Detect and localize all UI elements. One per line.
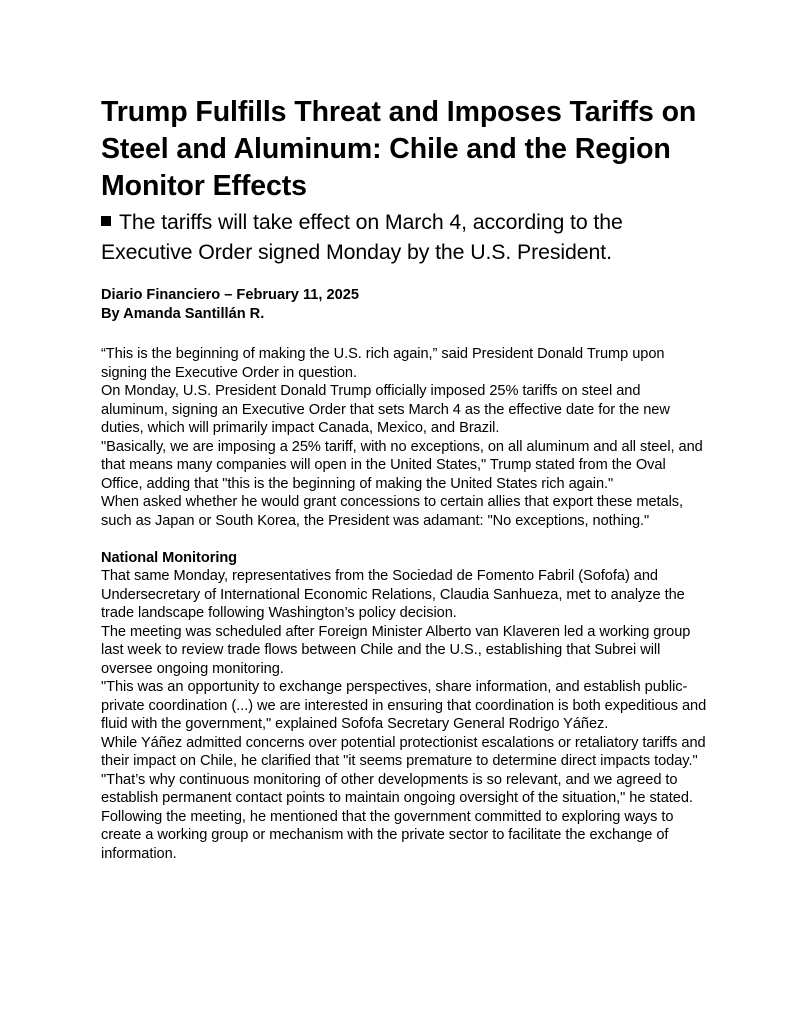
subtitle-text: The tariffs will take effect on March 4, according to the Executive Order signed Monday by the U.S. President.	[101, 210, 623, 264]
article-subtitle	[101, 207, 711, 267]
article	[101, 94, 711, 863]
square-bullet-icon	[101, 216, 111, 226]
paragraph: The meeting was scheduled after Foreign Minister Alberto van Klaveren led a working group last week to review trade flows between Chile and the U.S., establishing that Subrei will oversee ongoing monitoring.	[101, 623, 691, 677]
article-body	[101, 345, 711, 863]
paragraph: "This was an opportunity to exchange perspectives, share information, and establish public-private coordination (...) we are interested in ensuring that coordination is both expeditious and fluid with the government," explained Sofofa Secretary General Rodrigo Yáñez.	[101, 679, 707, 732]
paragraph: On Monday, U.S. President Donald Trump officially imposed 25% tariffs on steel and aluminum, signing an Executive Order that sets March 4 as the effective date for the new duties, which will primarily impact Canada, Mexico, and Brazil.	[101, 383, 670, 436]
section-heading: National Monitoring	[101, 549, 238, 566]
paragraph: While Yáñez admitted concerns over potential protectionist escalations or retaliatory tariffs and their impact on Chile, he clarified that "it seems premature to determine direct impacts today."	[101, 734, 706, 769]
byline: By Amanda Santillán R.	[101, 305, 265, 322]
paragraph: "That’s why continuous monitoring of other developments is so relevant, and we agreed to establish permanent contact points to maintain ongoing oversight of the situation," he stated.	[101, 771, 693, 806]
paragraph: “This is the beginning of making the U.S. rich again,” said President Donald Trump upon signing the Executive Order in question.	[101, 346, 665, 381]
paragraph: That same Monday, representatives from the Sociedad de Fomento Fabril (Sofofa) and Undersecretary of International Economic Relations, Claudia Sanhueza, met to analyze the trade landscape following Washington’s policy decision.	[101, 568, 685, 621]
article-headline: Trump Fulfills Threat and Imposes Tariffs on Steel and Aluminum: Chile and the Region Monitor Effects	[101, 96, 697, 202]
paragraph: "Basically, we are imposing a 25% tariff, with no exceptions, on all aluminum and all steel, and that means many companies will open in the United States," Trump stated from the Oval Office, adding that "this is the beginning of making the United States rich again."	[101, 438, 703, 492]
source-line: Diario Financiero – February 11, 2025	[101, 287, 359, 303]
article-meta	[101, 286, 711, 323]
paragraph: Following the meeting, he mentioned that the government committed to exploring ways to create a working group or mechanism with the private sector to facilitate the exchange of information.	[101, 808, 674, 862]
paragraph: When asked whether he would grant concessions to certain allies that export these metals, such as Japan or South Korea, the President was adamant: "No exceptions, nothing."	[101, 494, 684, 529]
